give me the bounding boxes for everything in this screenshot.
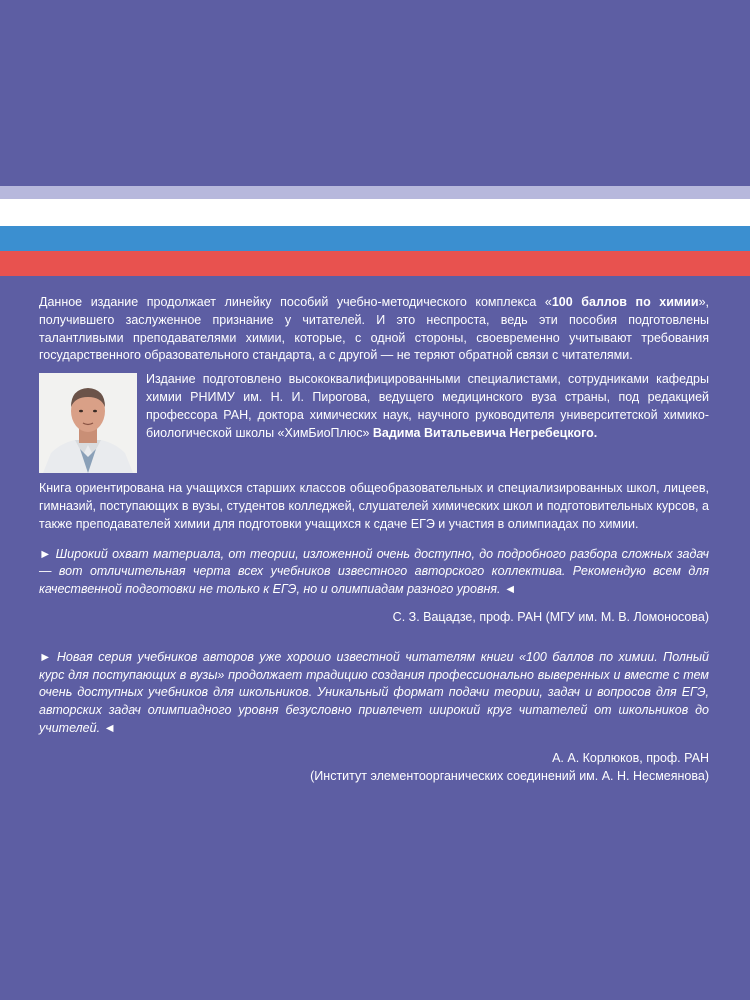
stripe-red: [0, 251, 750, 276]
review-author-2: А. А. Корлюков, проф. РАН: [552, 750, 709, 765]
editor-bio: [146, 371, 709, 473]
editor-photo: [39, 373, 137, 473]
editor-name: Вадима Витальевича Негребецкого.: [372, 425, 598, 440]
editor-bio-text: Издание подготовлено высококвалифицированными специалистами, сотрудниками кафедры химии РНИМУ им. Н. И. Пирогова, ведущего медицинского вуза страны, под редакцией профессора РАН, доктора химических наук, научного руководителя университетской химико-биологической школы «ХимБиоПлюс»: [146, 372, 709, 440]
series-title: 100 баллов по химии: [551, 295, 699, 309]
stripe-blue: [0, 226, 750, 251]
review-affiliation-2: (Институт элементоорганических соединений им. А. Н. Несмеянова): [310, 768, 709, 783]
intro-text-end: », получившего заслуженное признание у читателей. И это неспроста, ведь эти пособия подготовлены талантливыми преподавателями химии, которые, с одной стороны, своевременно учитывают требования государственного образовательного стандарта, а с другой — не теряют обратной связи с читателями.: [39, 295, 709, 363]
review-quote-1: ► Широкий охват материала, от теории, изложенной очень доступно, до подробного разбора сложных задач — вот отличительная черта всех учебников известного авторского коллектива. Рекомендую всем для качественной подготовки не только к ЕГЭ, но и олимпиадам разного уровня. ◄: [39, 546, 709, 597]
review-quote-2: ► Новая серия учебников авторов уже хорошо известной читателям книги «100 баллов по химии. Полный курс для поступающих в вузы» продолжает традицию создания профессионально выверенных и вместе с тем очень доступных учебников для школьников. Уникальный формат подачи теории, задач и вопросов для ЕГЭ, авторских задач олимпиадного уровня безусловно привлечет широкий круг читателей от школьников до учителей. ◄: [39, 649, 709, 735]
back-cover-text: [39, 294, 709, 785]
stripe-white: [0, 199, 750, 226]
editor-section: [39, 371, 709, 473]
stripe-lavender: [0, 186, 750, 199]
review-author-1: С. З. Вацадзе, проф. РАН (МГУ им. М. В. Ломоносова): [392, 609, 709, 624]
intro-text-start: Данное издание продолжает линейку пособий учебно-методического комплекса «: [39, 295, 552, 309]
audience-paragraph: Книга ориентирована на учащихся старших классов общеобразовательных и специализированных школ, лицеев, гимназий, поступающих в вузы, студентов колледжей, слушателей химических школ и подготовительных курсов, а также преподавателей химии для подготовки учащихся к сдаче ЕГЭ и участия в олимпиадах по химии.: [39, 481, 709, 531]
intro-paragraph: [39, 294, 709, 365]
